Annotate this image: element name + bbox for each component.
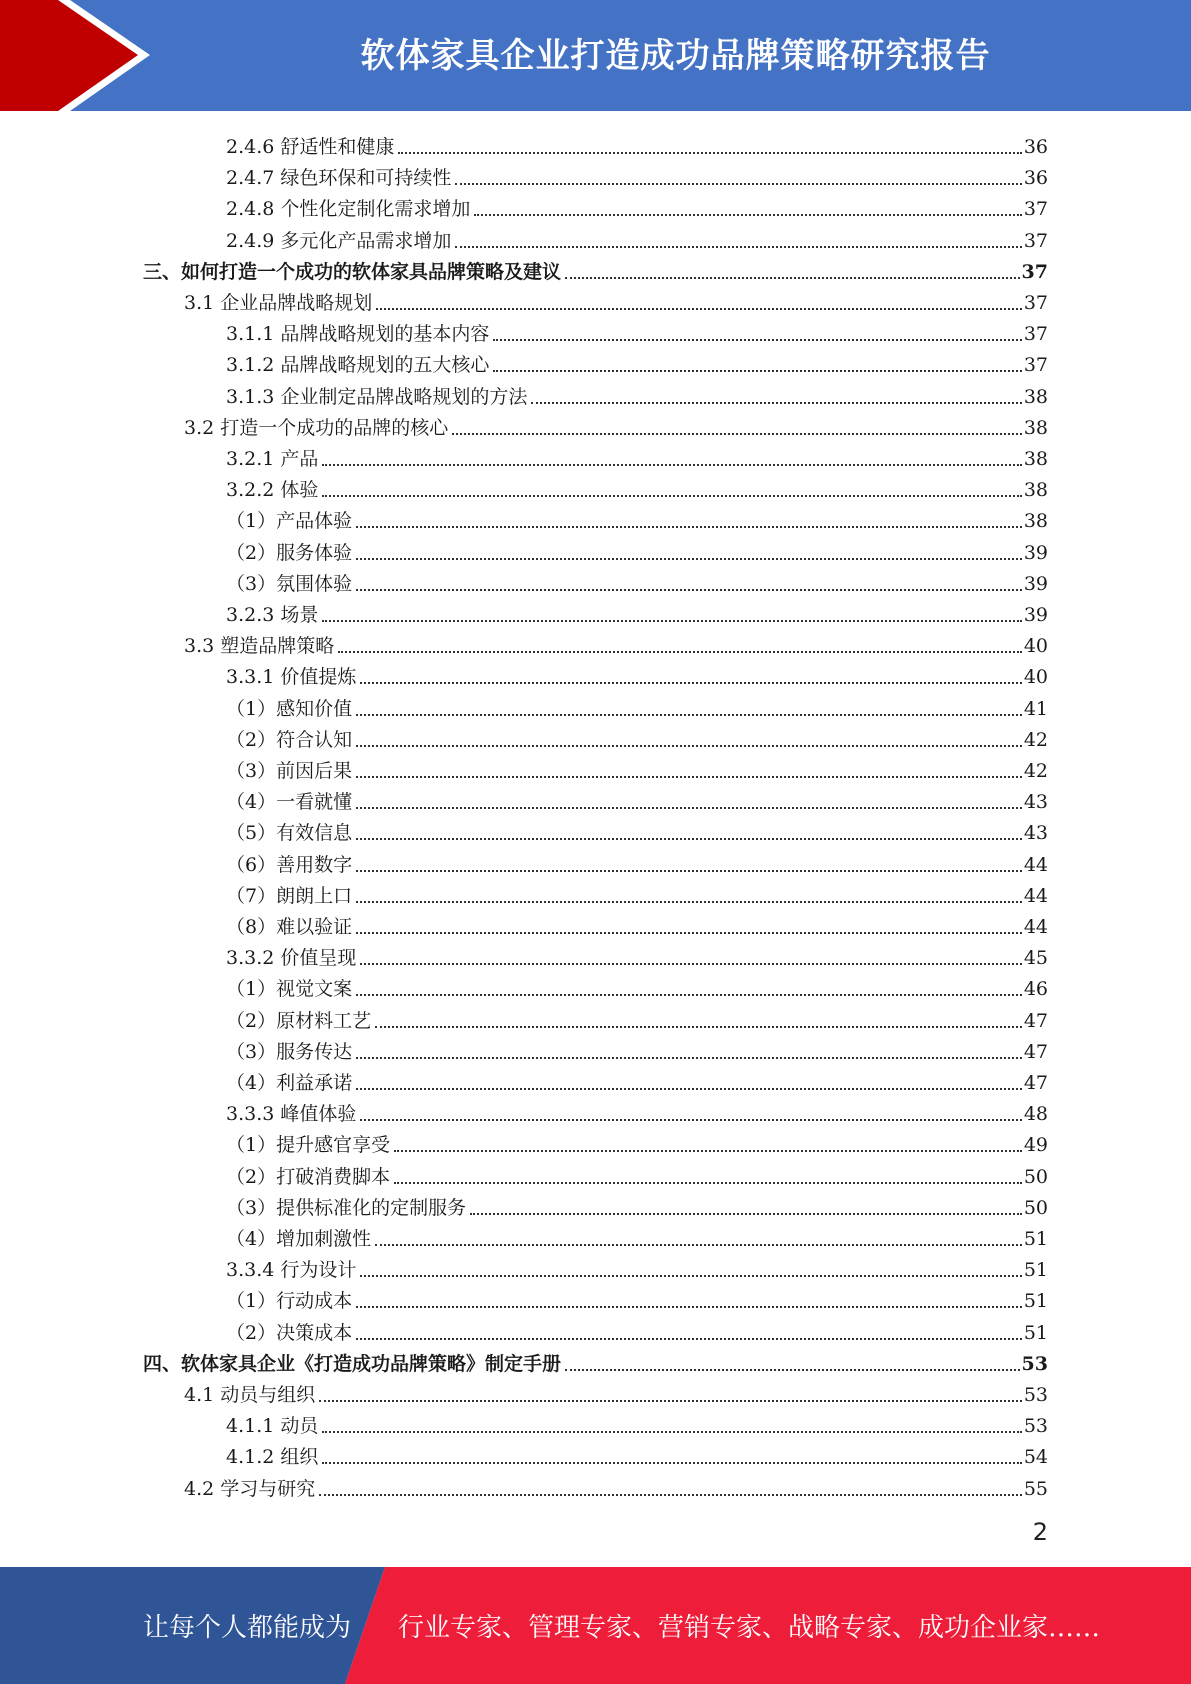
toc-entry-label: （1）产品体验 — [226, 510, 353, 532]
toc-entry[interactable] — [184, 627, 1048, 658]
toc-leader-dots — [360, 1275, 1021, 1277]
toc-entry-label: 4.1.1 动员 — [226, 1415, 319, 1437]
toc-entry[interactable] — [226, 534, 1048, 565]
toc-entry-label: （4）利益承诺 — [226, 1072, 353, 1094]
toc-entry-label: 3.1 企业品牌战略规划 — [184, 292, 373, 314]
toc-entry-page: 47 — [1023, 1010, 1048, 1032]
toc-entry-page: 39 — [1023, 542, 1048, 564]
toc-entry[interactable] — [184, 409, 1048, 440]
toc-entry-page: 37 — [1023, 323, 1048, 345]
toc-leader-dots — [356, 807, 1022, 809]
toc-entry[interactable] — [184, 1470, 1048, 1501]
document-title: 软体家具企业打造成功品牌策略研究报告 — [360, 35, 991, 76]
toc-leader-dots — [356, 745, 1022, 747]
toc-entry-page: 47 — [1023, 1072, 1048, 1094]
toc-entry-page: 40 — [1023, 635, 1048, 657]
toc-leader-dots — [322, 1462, 1021, 1464]
toc-leader-dots — [398, 152, 1021, 154]
toc-entry[interactable] — [226, 190, 1048, 221]
toc-entry-label: 4.1.2 组织 — [226, 1446, 319, 1468]
toc-leader-dots — [375, 1244, 1022, 1246]
toc-entry-page: 53 — [1021, 1353, 1048, 1375]
page-footer — [0, 1567, 1191, 1684]
toc-entry[interactable] — [184, 284, 1048, 315]
toc-entry-page: 48 — [1023, 1103, 1048, 1125]
toc-leader-dots — [356, 994, 1022, 996]
toc-entry[interactable] — [226, 721, 1048, 752]
toc-entry-page: 37 — [1023, 198, 1048, 220]
toc-entry-label: （7）朗朗上口 — [226, 885, 353, 907]
toc-entry-page: 38 — [1023, 448, 1048, 470]
footer-slogan-right: 行业专家、管理专家、营销专家、战略专家、成功企业家…… — [398, 1613, 1101, 1643]
toc-entry[interactable] — [226, 877, 1048, 908]
toc-entry-page: 39 — [1023, 604, 1048, 626]
toc-leader-dots — [319, 1400, 1022, 1402]
toc-entry-label: 3.1.3 企业制定品牌战略规划的方法 — [226, 386, 528, 408]
toc-entry[interactable] — [226, 1314, 1048, 1345]
toc-leader-dots — [319, 1494, 1022, 1496]
toc-entry-label: （1）提升感官享受 — [226, 1134, 391, 1156]
toc-leader-dots — [322, 1431, 1021, 1433]
toc-entry-page: 46 — [1023, 978, 1048, 1000]
toc-leader-dots — [455, 183, 1021, 185]
toc-entry[interactable] — [226, 1407, 1048, 1438]
toc-leader-dots — [565, 277, 1020, 279]
toc-entry-label: （1）感知价值 — [226, 698, 353, 720]
toc-entry[interactable] — [226, 440, 1048, 471]
toc-entry-page: 39 — [1023, 573, 1048, 595]
toc-entry-label: 2.4.9 多元化产品需求增加 — [226, 230, 452, 252]
red-chevron-icon — [0, 0, 160, 111]
toc-leader-dots — [356, 526, 1022, 528]
toc-entry[interactable] — [226, 690, 1048, 721]
toc-entry[interactable] — [143, 1345, 1048, 1376]
toc-leader-dots — [375, 1026, 1022, 1028]
toc-entry-label: 2.4.6 舒适性和健康 — [226, 136, 395, 158]
toc-leader-dots — [356, 901, 1022, 903]
toc-leader-dots — [338, 651, 1022, 653]
toc-entry-label: （8）难以验证 — [226, 916, 353, 938]
toc-entry-label: 3.3.4 行为设计 — [226, 1259, 357, 1281]
toc-entry[interactable] — [226, 814, 1048, 845]
toc-entry[interactable] — [226, 222, 1048, 253]
toc-leader-dots — [493, 339, 1021, 341]
toc-entry-page: 49 — [1023, 1134, 1048, 1156]
toc-leader-dots — [360, 682, 1021, 684]
toc-entry-page: 53 — [1023, 1415, 1048, 1437]
toc-entry[interactable] — [226, 1158, 1048, 1189]
toc-entry-page: 50 — [1023, 1166, 1048, 1188]
toc-entry-page: 36 — [1023, 136, 1048, 158]
toc-leader-dots — [493, 370, 1021, 372]
toc-entry[interactable] — [226, 908, 1048, 939]
toc-entry-page: 51 — [1023, 1259, 1048, 1281]
toc-entry-page: 38 — [1023, 417, 1048, 439]
toc-leader-dots — [356, 932, 1022, 934]
toc-leader-dots — [376, 308, 1022, 310]
toc-entry-label: （3）氛围体验 — [226, 573, 353, 595]
toc-entry[interactable] — [226, 752, 1048, 783]
toc-entry-page: 42 — [1023, 729, 1048, 751]
toc-entry-page: 44 — [1023, 885, 1048, 907]
page-number: 2 — [1032, 1518, 1048, 1546]
toc-entry-label: 3.1.1 品牌战略规划的基本内容 — [226, 323, 490, 345]
toc-leader-dots — [356, 1306, 1022, 1308]
toc-entry-label: 3.2.1 产品 — [226, 448, 319, 470]
toc-entry[interactable] — [226, 658, 1048, 689]
page-header — [0, 0, 1191, 111]
toc-entry-label: 2.4.8 个性化定制化需求增加 — [226, 198, 471, 220]
toc-leader-dots — [356, 776, 1022, 778]
toc-entry[interactable] — [226, 970, 1048, 1001]
toc-entry-page: 55 — [1023, 1478, 1048, 1500]
toc-entry[interactable] — [226, 1438, 1048, 1469]
toc-entry-page: 50 — [1023, 1197, 1048, 1219]
toc-leader-dots — [531, 402, 1021, 404]
toc-entry[interactable] — [226, 1220, 1048, 1251]
toc-entry-page: 43 — [1023, 822, 1048, 844]
toc-leader-dots — [356, 1057, 1022, 1059]
toc-entry-page: 51 — [1023, 1228, 1048, 1250]
toc-entry-label: （6）善用数字 — [226, 854, 353, 876]
toc-leader-dots — [394, 1182, 1022, 1184]
toc-leader-dots — [452, 433, 1022, 435]
toc-entry[interactable] — [226, 346, 1048, 377]
toc-leader-dots — [322, 464, 1021, 466]
toc-entry-label: （2）决策成本 — [226, 1322, 353, 1344]
toc-entry-page: 37 — [1023, 230, 1048, 252]
toc-entry-page: 43 — [1023, 791, 1048, 813]
toc-entry[interactable] — [226, 1033, 1048, 1064]
toc-entry[interactable] — [226, 596, 1048, 627]
toc-entry-label: （5）有效信息 — [226, 822, 353, 844]
toc-entry-label: （2）打破消费脚本 — [226, 1166, 391, 1188]
toc-entry-page: 38 — [1023, 510, 1048, 532]
toc-entry-label: 3.3.1 价值提炼 — [226, 666, 357, 688]
toc-entry-page: 42 — [1023, 760, 1048, 782]
toc-entry-label: （2）服务体验 — [226, 542, 353, 564]
toc-leader-dots — [565, 1369, 1020, 1371]
toc-entry-page: 53 — [1023, 1384, 1048, 1406]
toc-entry[interactable] — [184, 1376, 1048, 1407]
toc-entry[interactable] — [143, 253, 1048, 284]
toc-entry-page: 47 — [1023, 1041, 1048, 1063]
toc-entry-label: 2.4.7 绿色环保和可持续性 — [226, 167, 452, 189]
toc-entry-page: 51 — [1023, 1290, 1048, 1312]
toc-entry-page: 44 — [1023, 916, 1048, 938]
toc-leader-dots — [394, 1150, 1022, 1152]
toc-leader-dots — [356, 558, 1022, 560]
toc-entry-label: （2）符合认知 — [226, 729, 353, 751]
toc-entry-page: 38 — [1023, 479, 1048, 501]
toc-entry-label: 四、软体家具企业《打造成功品牌策略》制定手册 — [143, 1353, 562, 1375]
toc-entry[interactable] — [226, 159, 1048, 190]
toc-entry-label: 3.3.3 峰值体验 — [226, 1103, 357, 1125]
toc-entry[interactable] — [226, 1002, 1048, 1033]
toc-entry-label: 3.2.2 体验 — [226, 479, 319, 501]
toc-entry-page: 36 — [1023, 167, 1048, 189]
toc-entry-label: （4）增加刺激性 — [226, 1228, 372, 1250]
toc-entry[interactable] — [226, 1189, 1048, 1220]
toc-entry[interactable] — [226, 502, 1048, 533]
toc-entry[interactable] — [226, 783, 1048, 814]
toc-entry-page: 37 — [1023, 354, 1048, 376]
toc-entry-page: 37 — [1023, 292, 1048, 314]
toc-leader-dots — [360, 963, 1021, 965]
toc-entry-page: 54 — [1023, 1446, 1048, 1468]
toc-entry[interactable] — [226, 939, 1048, 970]
toc-entry[interactable] — [226, 565, 1048, 596]
toc-leader-dots — [356, 1338, 1022, 1340]
toc-leader-dots — [470, 1213, 1022, 1215]
toc-entry-label: 4.2 学习与研究 — [184, 1478, 316, 1500]
toc-entry-label: （3）前因后果 — [226, 760, 353, 782]
toc-leader-dots — [322, 620, 1021, 622]
toc-entry[interactable] — [226, 1251, 1048, 1282]
toc-leader-dots — [474, 214, 1021, 216]
toc-entry-label: 3.3 塑造品牌策略 — [184, 635, 335, 657]
toc-entry[interactable] — [226, 1064, 1048, 1095]
toc-leader-dots — [356, 714, 1022, 716]
toc-entry-label: 3.2 打造一个成功的品牌的核心 — [184, 417, 449, 439]
toc-entry[interactable] — [226, 378, 1048, 409]
toc-entry[interactable] — [226, 471, 1048, 502]
toc-leader-dots — [356, 589, 1022, 591]
toc-entry[interactable] — [226, 846, 1048, 877]
footer-slogan-left: 让每个人都能成为 — [143, 1613, 352, 1643]
toc-leader-dots — [455, 246, 1021, 248]
toc-entry-label: （3）提供标准化的定制服务 — [226, 1197, 467, 1219]
toc-entry-page: 40 — [1023, 666, 1048, 688]
toc-entry-label: （1）视觉文案 — [226, 978, 353, 1000]
toc-leader-dots — [356, 870, 1022, 872]
toc-entry-page: 41 — [1023, 698, 1048, 720]
toc-leader-dots — [356, 1088, 1022, 1090]
toc-entry[interactable] — [226, 1126, 1048, 1157]
toc-entry[interactable] — [226, 315, 1048, 346]
toc-entry-page: 44 — [1023, 854, 1048, 876]
toc-entry[interactable] — [226, 1282, 1048, 1313]
toc-entry-page: 37 — [1021, 261, 1048, 283]
toc-entry-label: 3.3.2 价值呈现 — [226, 947, 357, 969]
toc-entry[interactable] — [226, 128, 1048, 159]
toc-entry-label: 3.2.3 场景 — [226, 604, 319, 626]
toc-entry-label: （3）服务传达 — [226, 1041, 353, 1063]
toc-entry-label: 3.1.2 品牌战略规划的五大核心 — [226, 354, 490, 376]
toc-leader-dots — [360, 1119, 1021, 1121]
toc-entry-label: 4.1 动员与组织 — [184, 1384, 316, 1406]
toc-entry-label: （2）原材料工艺 — [226, 1010, 372, 1032]
toc-leader-dots — [322, 495, 1021, 497]
toc-entry-page: 38 — [1023, 386, 1048, 408]
toc-entry-page: 45 — [1023, 947, 1048, 969]
toc-entry-label: （4）一看就懂 — [226, 791, 353, 813]
toc-entry-page: 51 — [1023, 1322, 1048, 1344]
toc-leader-dots — [356, 838, 1022, 840]
toc-entry-label: （1）行动成本 — [226, 1290, 353, 1312]
toc-entry[interactable] — [226, 1095, 1048, 1126]
toc-entry-label: 三、如何打造一个成功的软体家具品牌策略及建议 — [143, 261, 562, 283]
